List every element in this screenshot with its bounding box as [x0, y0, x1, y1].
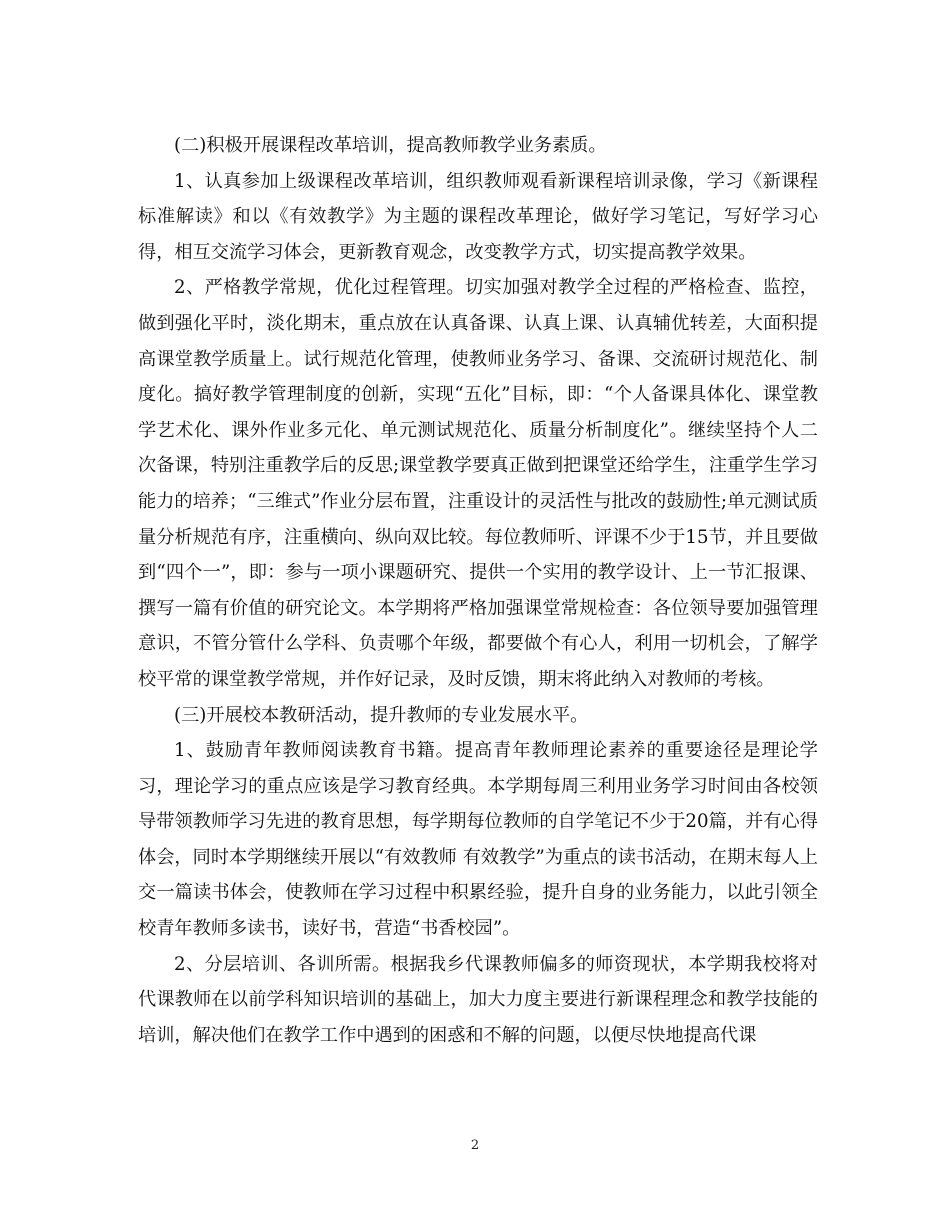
paragraph-reading: 1、鼓励青年教师阅读教育书籍。提高青年教师理论素养的重要途径是理论学习，理论学习的重点应该是学习教育经典。本学期每周三利用业务学习时间由各校领导带领教师学习先进的教育思想，每学期每位教师的自学笔记不少于20篇，并有心得体会，同时本学期继续开展以“有效教师 有效教学”为重点的读书活动，在期末每人上交一篇读书体会，使教师在学习过程中积累经验，提升自身的业务能力，以此引领全校青年教师多读书，读好书，营造“书香校园”。	[138, 740, 818, 940]
paragraph-teaching-routine: 2、严格教学常规，优化过程管理。切实加强对教学全过程的严格检查、监控，做到强化平时，淡化期末，重点放在认真备课、认真上课、认真辅优转差，大面积提高课堂教学质量上。试行规范化管理，使教师业务学习、备课、交流研讨规范化、制度化。搞好教学管理制度的创新，实现“五化”目标，即：“个人备课具体化、课堂教学艺术化、课外作业多元化、单元测试规范化、质量分析制度化”。继续坚持个人二次备课，特别注重教学后的反思;课堂教学要真正做到把课堂还给学生，注重学生学习能力的培养；“三维式”作业分层布置，注重设计的灵活性与批改的鼓励性;单元测试质量分析规范有序，注重横向、纵向双比较。每位教师听、评课不少于15节，并且要做到“四个一”，即：参与一项小课题研究、提供一个实用的教学设计、上一节汇报课、撰写一篇有价值的研究论文。本学期将严格加强课堂常规检查：各位领导要加强管理意识，不管分管什么学科、负责哪个年级，都要做个有心人，利用一切机会，了解学校平常的课堂教学常规，并作好记录，及时反馈，期末将此纳入对教师的考核。	[138, 277, 818, 690]
paragraph-training: 1、认真参加上级课程改革培训，组织教师观看新课程培训录像，学习《新课程标准解读》和以《有效教学》为主题的课程改革理论，做好学习笔记，写好学习心得，相互交流学习体会，更新教育观念，改变教学方式，切实提高教学效果。	[138, 170, 818, 263]
page-number: 2	[470, 1138, 480, 1153]
document-body	[138, 128, 818, 1053]
paragraph-layered-training: 2、分层培训、各训所需。根据我乡代课教师偏多的师资现状，本学期我校将对代课教师在以前学科知识培训的基础上，加大力度主要进行新课程理念和教学技能的培训，解决他们在教学工作中遇到的困惑和不解的问题，以便尽快地提高代课	[138, 953, 818, 1046]
section-heading-3: (三)开展校本教研活动，提升教师的专业发展水平。	[174, 704, 589, 726]
section-heading-2: (二)积极开展课程改革培训，提高教师教学业务素质。	[174, 135, 607, 156]
